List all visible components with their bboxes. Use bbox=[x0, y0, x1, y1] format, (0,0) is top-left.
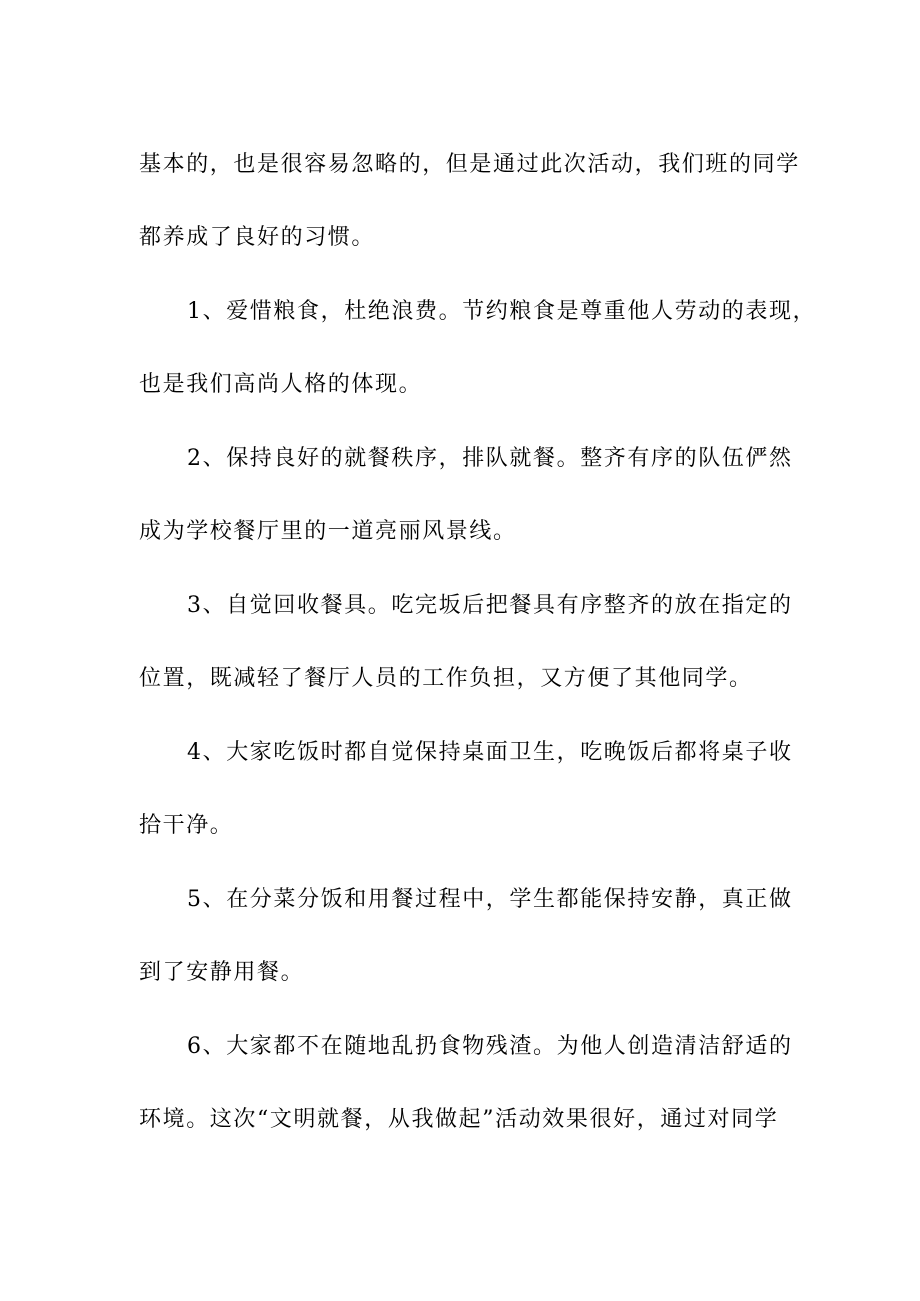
list-item-2-line: 成为学校餐厅里的一道亮丽风景线。 bbox=[139, 519, 517, 544]
list-item-1-line: 也是我们高尚人格的体现。 bbox=[139, 372, 423, 397]
list-item-5-line: 5、在分菜分饭和用餐过程中，学生都能保持安静，真正做 bbox=[187, 887, 793, 912]
list-item-3-line: 3、自觉回收餐具。吃完坂后把餐具有序整齐的放在指定的 bbox=[187, 593, 793, 618]
list-item-4-line: 4、大家吃饭时都自觉保持桌面卫生，吃晚饭后都将桌子收 bbox=[187, 740, 793, 765]
list-item-3-line: 位置，既减轻了餐厅人员的工作负担，又方便了其他同学。 bbox=[139, 666, 753, 691]
list-item-1-line: 1、爱惜粮食，杜绝浪费。节约粮食是尊重他人劳动的表现， bbox=[187, 299, 817, 324]
list-item-6-line: 6、大家都不在随地乱扔食物残渣。为他人创造清洁舒适的 bbox=[187, 1034, 793, 1059]
list-item-6-line: 环境。这次“文明就餐，从我做起”活动效果很好，通过对同学 bbox=[139, 1107, 779, 1132]
list-item-5-line: 到了安静用餐。 bbox=[139, 960, 305, 985]
list-item-2-line: 2、保持良好的就餐秩序，排队就餐。整齐有序的队伍俨然 bbox=[187, 446, 793, 471]
paragraph-line: 基本的，也是很容易忽略的，但是通过此次活动，我们班的同学 bbox=[139, 152, 800, 177]
paragraph-line: 都养成了良好的习惯。 bbox=[139, 225, 376, 250]
list-item-4-line: 拾干净。 bbox=[139, 813, 234, 838]
